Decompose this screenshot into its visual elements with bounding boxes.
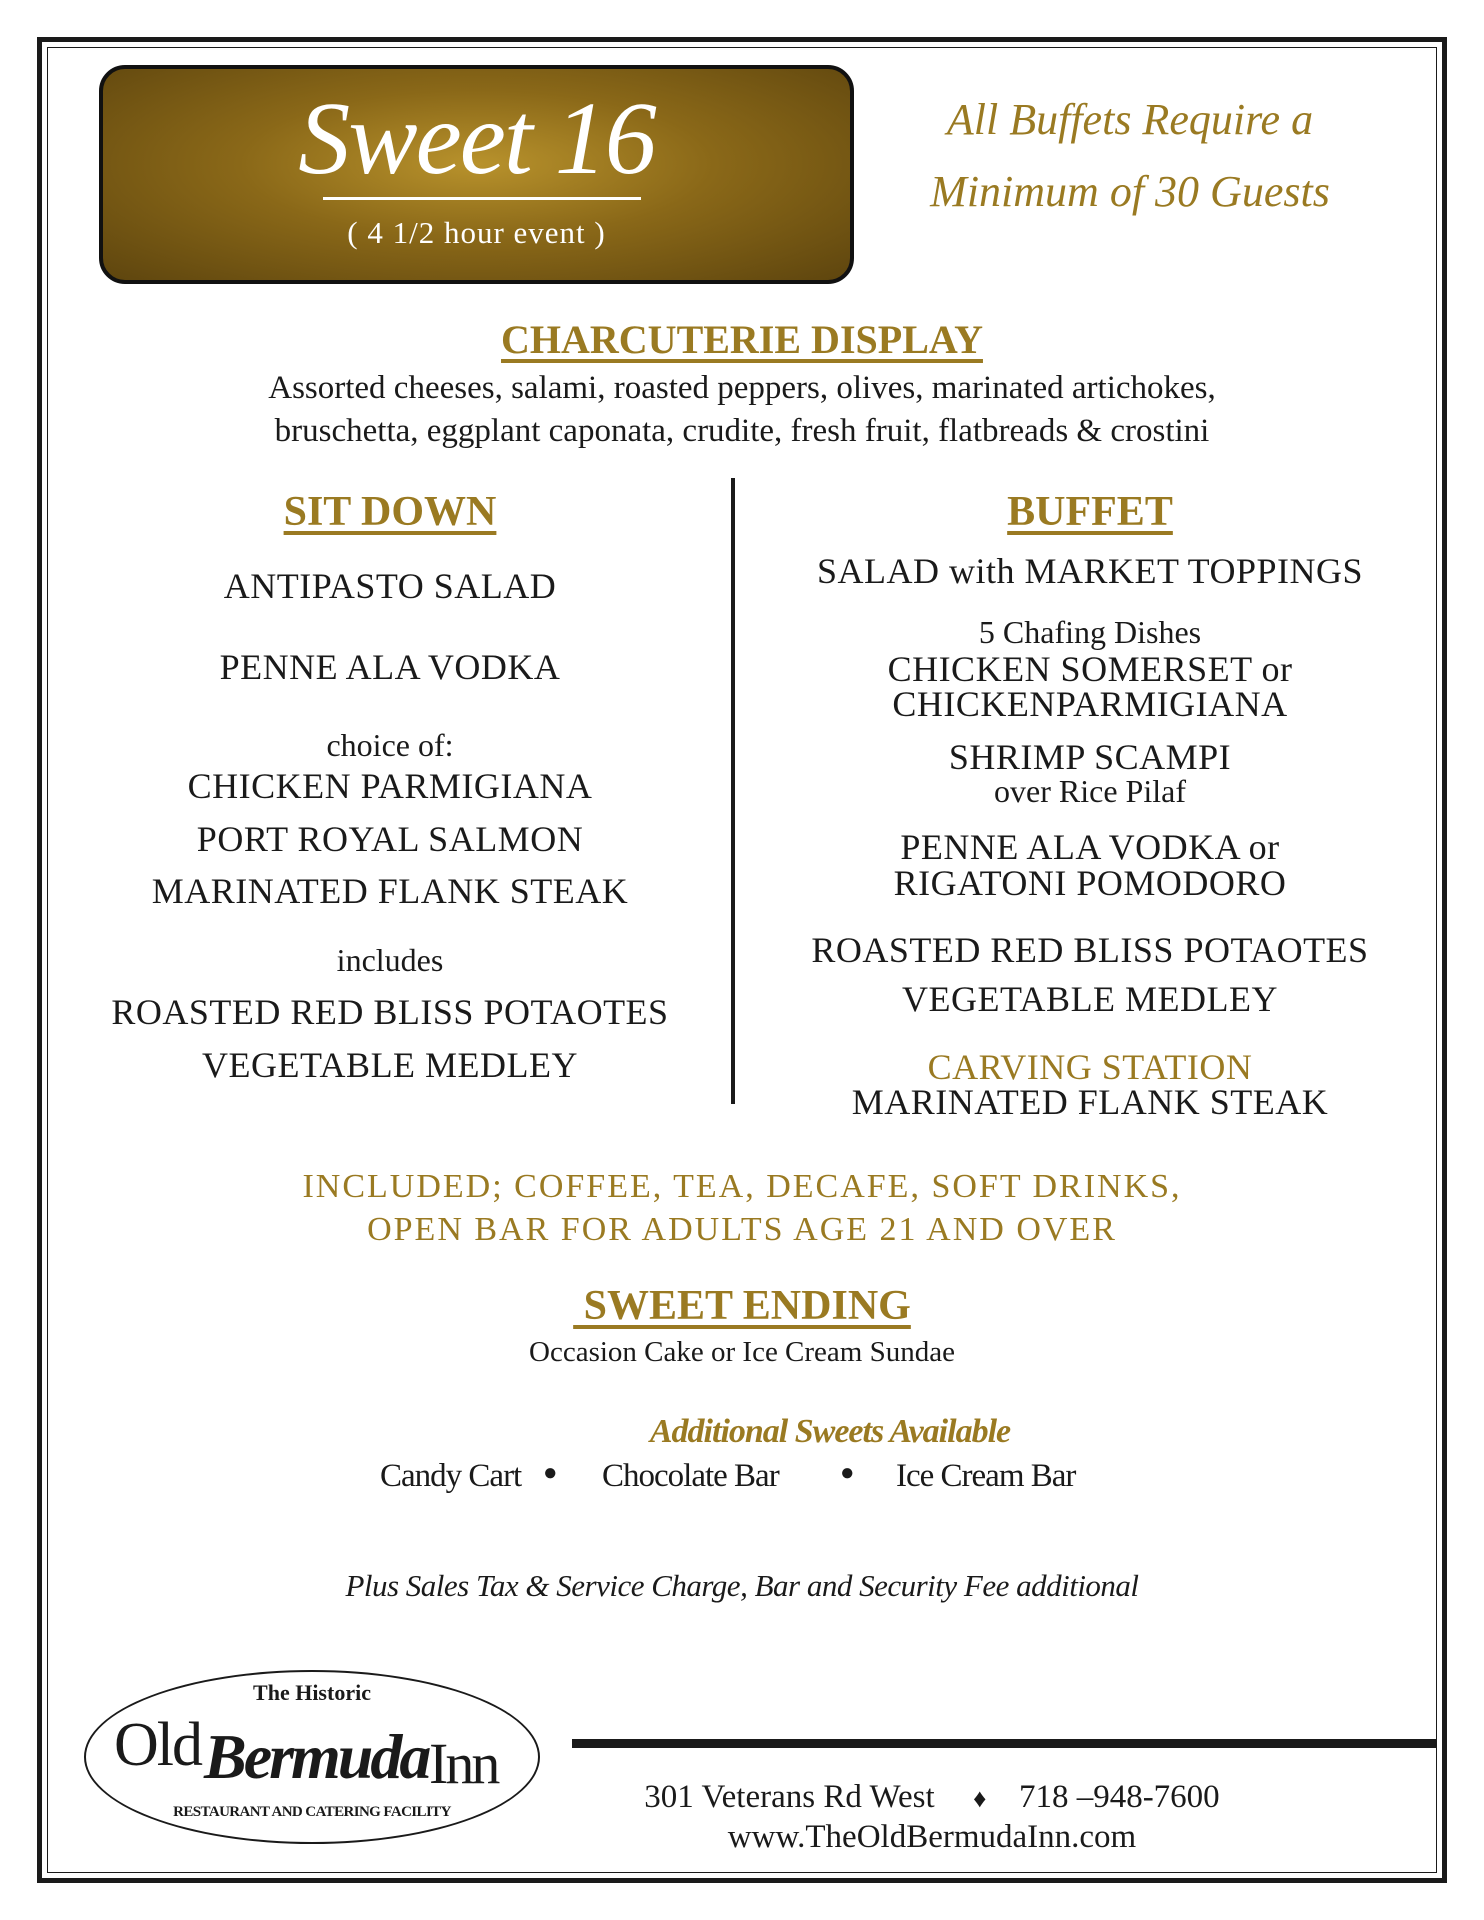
phone-number: 718 –948-7600	[1018, 1779, 1220, 1815]
sweet-option-candy-cart: Candy Cart	[380, 1458, 522, 1494]
sweet-ending-text: Occasion Cake or Ice Cream Sundae	[529, 1336, 955, 1368]
website: www.TheOldBermudaInn.com	[727, 1819, 1137, 1855]
fees-disclaimer: Plus Sales Tax & Service Charge, Bar and Security Fee additional	[345, 1568, 1139, 1603]
address: 301 Veterans Rd West	[644, 1779, 935, 1815]
sit-down-pasta: PENNE ALA VODKA	[219, 647, 561, 687]
buffet-note-line-2: Minimum of 30 Guests	[930, 167, 1330, 216]
sweet-ending-heading: SWEET ENDING	[573, 1283, 911, 1329]
choice-label: choice of:	[326, 727, 454, 763]
buffet-pasta-2: RIGATONI POMODORO	[893, 863, 1287, 903]
buffet-vegetable: VEGETABLE MEDLEY	[901, 979, 1279, 1019]
sit-down-column	[70, 0, 710, 1920]
additional-sweets-list	[380, 1458, 1160, 1508]
choice-item: CHICKEN PARMIGIANA	[187, 766, 593, 806]
included-line-1: INCLUDED; COFFEE, TEA, DECAFE, SOFT DRINKS,	[302, 1168, 1182, 1205]
logo-top-text: The Historic	[253, 1680, 371, 1705]
column-divider	[731, 478, 735, 1104]
logo-tagline: RESTAURANT AND CATERING FACILITY	[173, 1804, 451, 1820]
page-title: Sweet 16	[298, 81, 655, 196]
event-duration: ( 4 1/2 hour event )	[347, 215, 606, 250]
sweet-option-ice-cream-bar: Ice Cream Bar	[896, 1458, 1076, 1494]
charcuterie-line-2: bruschetta, eggplant caponata, crudite, fresh fruit, flatbreads & crostini	[274, 413, 1210, 449]
buffet-potatoes: ROASTED RED BLISS POTAOTES	[811, 930, 1369, 970]
charcuterie-heading: CHARCUTERIE DISPLAY	[501, 317, 983, 362]
chafing-label: 5 Chafing Dishes	[978, 614, 1202, 650]
logo-old-bermuda-inn	[84, 1670, 540, 1844]
buffet-shrimp-sub: over Rice Pilaf	[994, 773, 1186, 809]
carving-station-item: MARINATED FLANK STEAK	[851, 1082, 1329, 1122]
logo-old: Old	[114, 1711, 201, 1779]
included-line-2: OPEN BAR FOR ADULTS AGE 21 AND OVER	[367, 1211, 1117, 1248]
includes-item: VEGETABLE MEDLEY	[201, 1045, 579, 1085]
logo-bermuda: Bermuda	[204, 1721, 429, 1792]
carving-station-label: CARVING STATION	[927, 1047, 1253, 1087]
included-section	[47, 1165, 1437, 1251]
buffet-heading: BUFFET	[1007, 489, 1173, 535]
buffet-note-line-1: All Buffets Require a	[946, 95, 1314, 144]
includes-label: includes	[336, 942, 444, 978]
bullet-icon: ●	[543, 1460, 557, 1486]
sweet-option-chocolate-bar: Chocolate Bar	[602, 1458, 779, 1494]
buffet-chicken-1: CHICKEN SOMERSET or	[887, 649, 1293, 689]
sit-down-heading: SIT DOWN	[283, 489, 497, 535]
charcuterie-line-1: Assorted cheeses, salami, roasted peppers, olives, marinated artichokes,	[268, 370, 1216, 406]
sit-down-salad: ANTIPASTO SALAD	[223, 566, 557, 606]
buffet-chicken-2: CHICKENPARMIGIANA	[892, 684, 1288, 724]
footer-contact	[572, 1778, 1292, 1856]
includes-item: ROASTED RED BLISS POTAOTES	[111, 992, 669, 1032]
footer-line-1	[572, 1778, 1292, 1818]
buffet-column	[760, 0, 1420, 1920]
choice-item: PORT ROYAL SALMON	[196, 819, 584, 859]
additional-sweets-heading: Additional Sweets Available	[649, 1413, 1011, 1450]
buffet-salad: SALAD with MARKET TOPPINGS	[816, 551, 1364, 591]
diamond-icon: ♦	[973, 1784, 987, 1813]
footer-rule	[572, 1739, 1436, 1748]
sweet-ending-section	[47, 1282, 1437, 1369]
bullet-icon: ●	[840, 1460, 854, 1486]
buffet-shrimp: SHRIMP SCAMPI	[948, 737, 1232, 777]
logo-inn: Inn	[429, 1731, 498, 1796]
buffet-pasta-1: PENNE ALA VODKA or	[900, 827, 1280, 867]
choice-item: MARINATED FLANK STEAK	[151, 871, 629, 911]
